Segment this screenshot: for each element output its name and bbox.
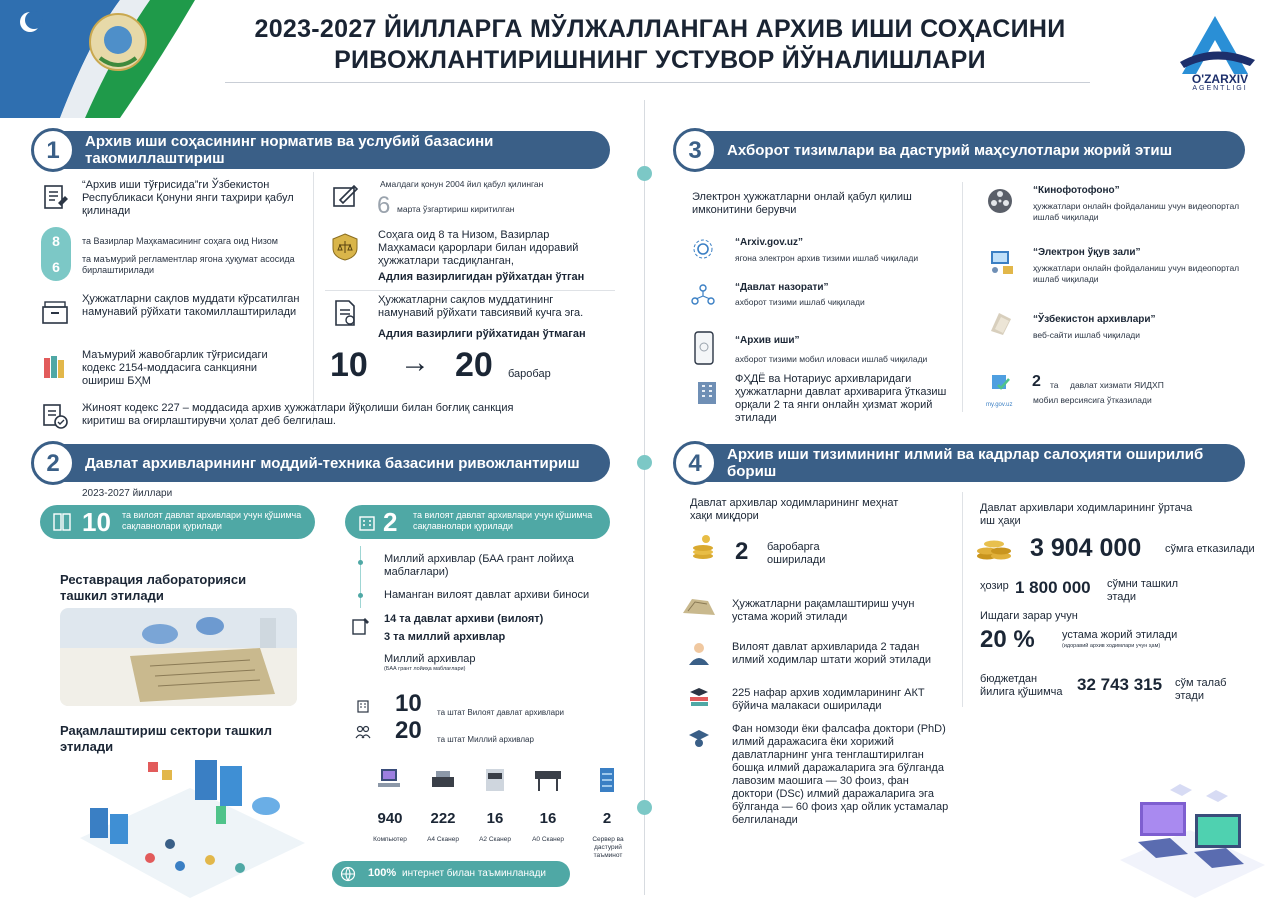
timeline-dot [637,455,652,470]
section-4-column-divider [962,492,963,707]
arrow-icon: → [400,346,430,379]
sanction-to-number: 20 [455,346,493,384]
law-changes-number: 6 [377,192,391,219]
law-changes-text: марта ўзгартириш киритилган [397,204,515,214]
equipment-a0-count: 16 [539,810,557,827]
equipment-a4-count: 222 [430,810,456,827]
avg-salary-unit: сўмга етказилади [1165,543,1255,555]
internet-pill [332,861,570,887]
repair-building-icon [350,614,372,636]
section-4-title: Архив иши тизимининг илмий ва кадрлар салоҳияти оширилиб бориш [727,446,1204,480]
building-icon [357,512,377,532]
pill2-number: 2 [383,507,398,537]
code-books-icon [40,352,70,382]
digitization-bonus-text: Ҳужжатларни рақамлаштириш учун устама жорий этилади [732,598,915,623]
section-3-title: Ахборот тизимлари ва дастурий маҳсулотлари жорий этиш [727,141,1173,159]
harm-bonus-text: устама жорий этилади [1062,629,1178,641]
equipment-a2-label: А2 Сканер [479,836,511,843]
internet-text: интернет билан таъминланади [402,868,546,879]
digitization-sector-title: Рақамлаштириш сектори ташкил этилади [60,723,272,754]
checklist-document-icon [330,298,360,328]
storage-bold-text: Адлия вазирлиги рўйхатидан ўтмаган [378,328,586,340]
criminal-code-icon [40,401,70,431]
yidxp-number: 2 [1032,373,1041,390]
section-2-header [35,444,610,482]
a0-scanner-icon [533,765,563,795]
film-reel-icon [985,186,1015,216]
pill1-number: 10 [82,507,111,537]
section-2-title: Давлат архивларининг моддий-техника базасини ривожлантириш [85,454,580,472]
timeline-item-namangan: Наманган вилоят давлат архиви биноси [384,589,590,601]
mobile-phone-icon [692,330,716,366]
equipment-a2-count: 16 [486,810,504,827]
pill-regional-archives [40,505,315,539]
section-1-title: Архив иши соҳасининг норматив ва услубий базасини такомиллаштириш [85,133,494,167]
criminal-code-text: Жиноят кодекс 227 – моддасида архив ҳужжатлари йўқолиши билан боғлиқ санкция киритиш ва оғирлаштирувчи ҳолат деб белгилаш. [82,402,514,427]
wage-text: Давлат архивлар ходимларининг меҳнат хақи миқдори [690,497,899,522]
law-adopted-note: Амалдаги қонун 2004 йил қабул қилинган [380,179,544,189]
books-cap-icon [686,683,712,709]
decree-bold-text: Адлия вазирлигидан рўйхатдан ўтган [378,271,585,283]
page-title-line1: 2023-2027 ЙИЛЛАРГА МЎЛЖАЛЛАНГАН АРХИВ ИШИ СОҲАСИНИ [254,15,1066,43]
regulation-text-2: та маъмурий регламентлар ягона ҳуқумат асосида бирлаштирилади [82,254,295,275]
admin-code-text: Маъмурий жавобгарлик тўғрисидаги кодекс 2154-моддасига санкцияни ошириш БҲМ [82,349,268,387]
office-building-icon [694,378,720,406]
ict-training-text: 225 нафар архив ходимларининг АКТ бўйича малакаси оширилади [732,687,925,712]
staff-regional-text: та штат Вилоят давлат архивлари [437,708,565,717]
timeline-dot [637,800,652,815]
uzbekistan-flag-emblem [0,0,195,118]
zal-text: ҳужжатлари онлайн фойдаланиш учун видеопортал ишлаб чиқилади [1033,263,1240,284]
decree-text: Соҳага оид 8 та Низом, Вазирлар Маҳкамаси қарорлари билан идоравий ҳужжатлари тасдиқланган, [378,229,579,267]
repair-regional-text: 14 та давлат архиви (вилоят) [384,613,544,625]
equipment-a4-label: А4 Сканер [427,836,459,843]
section-2-number: 2 [31,441,75,485]
timeline-bullet [358,593,363,598]
section-3-number: 3 [673,128,717,172]
a2-scanner-icon [480,765,510,795]
section-1-header [35,131,610,169]
current-salary-number: 1 800 000 [1015,578,1091,597]
nazorat-text: ахборот тизими ишлаб чиқилади [735,297,865,307]
harm-bonus-percent: 20 % [980,626,1035,653]
regulation-badge [41,227,71,281]
researcher-icon [686,640,712,666]
restoration-lab-photo [60,608,297,706]
page-title-line2: РИВОЖЛАНТИРИШНИНГ УСТУВОР ЙЎНАЛИШЛАРИ [334,46,986,74]
section-4-header [677,444,1245,482]
computers-illustration [1110,780,1270,900]
equipment-server-count: 2 [602,810,612,827]
pill2-text: та вилоят давлат архивлари учун қўшимча сақлавнолари қурилади [413,510,593,531]
law-text: “Архив иши тўғрисида”ги Ўзбекистон Республикаси Қонуни янги таҳрири қабул қилинади [82,179,294,217]
sanction-from-number: 10 [330,346,368,384]
section-4-number: 4 [673,441,717,485]
pen-edit-icon [330,180,360,210]
gear-network-icon [690,236,716,262]
storage-right-text: Ҳужжатларни сақлов муддатининг намунавий рўйхати тавсиявий кучга эга. [378,294,584,319]
phd-bonus-text: Фан номзоди ёки фалсафа доктори (PhD) илмий даражасига ёки хорижий давлатларнинг унга тенглаштирилган бошқа илмий даражаларига эга бўлганда лавозим маошига — 30 фоиз, фан доктори (DSc) илмий даражаларига эга бўлганда — 60 фоиз ҳар ойлик устамалар белгиланади [732,723,949,826]
scrolls-icon [680,595,718,619]
mobile-app-text: ахборот тизими мобил иловаси ишлаб чиқилади [735,354,928,364]
graduate-icon [686,726,712,752]
gold-coins-icon [975,532,1013,562]
arxiv-gov-text: ягона электрон архив тизими ишлаб чиқилади [735,253,919,263]
mygov-check-icon [990,372,1012,394]
scientific-staff-text: Вилоят давлат архивларида 2 тадан илмий ходимлар штати жорий этилади [732,641,932,666]
people-network-icon [690,282,716,308]
logo-name: O'ZARXIV [1191,72,1249,86]
center-divider [644,100,645,895]
section-2-timeline [360,546,361,608]
yidxp-text: давлат хизмати ЯИДХП [1070,380,1164,390]
pill-regional-archives-2 [345,505,610,539]
national-archives-label: Миллий архивлар [384,653,476,665]
section-3-header [677,131,1245,169]
mygov-label: my.gov.uz [986,402,1013,408]
row-divider [325,290,615,291]
zal-title: “Электрон ўқув зали” [1033,247,1141,258]
a4-scanner-icon [428,765,458,795]
budget-number: 32 743 315 [1077,675,1163,694]
fhdyo-text: ФҲДЁ ва Нотариус архивларидаги ҳужжатларни давлат архиварига ўтказиш орқали 2 та янги онлайн ҳизмат жорий этилади [735,373,947,424]
logo-subtitle: AGENTLIGI [1192,85,1248,92]
archives-papers-icon [985,307,1017,339]
repair-national-text: 3 та миллий архивлар [384,631,506,643]
national-archives-note: (БАА грант лойиҳа маблағлари) [384,666,466,672]
kino-title: “Кинофотофоно” [1033,185,1120,196]
kino-text: ҳужжатлари онлайн фойдаланиш учун видеопортал ишлаб чиқилади [1033,201,1240,222]
budget-label: бюджетдан йилига қўшимча [980,673,1063,698]
equipment-server-label: Сервер ва дастурий таъминот [592,836,624,859]
budget-unit: сўм талаб этади [1175,677,1227,702]
yidxp-text-2: мобил версиясига ўтказилади [1033,395,1152,405]
uz-archives-title: “Ўзбекистон архивлари” [1033,314,1156,325]
law-document-icon [40,183,70,213]
regulation-text-1: та Вазирлар Маҳкамасининг соҳага оид Низом [82,236,278,246]
archive-cabinet-icon [52,512,72,532]
globe-icon [340,866,356,882]
avg-salary-number: 3 904 000 [1030,534,1142,562]
harm-bonus-label: Ишдаги зарар учун [980,610,1078,622]
staff-regional-number: 10 [395,690,422,717]
timeline-bullet [358,560,363,565]
badge-top-number: 8 [52,233,60,249]
nazorat-title: “Давлат назорати” [735,282,829,293]
wage-multiplier: 2 [735,538,749,565]
uz-archives-text: веб-сайти ишлаб чиқилади [1033,330,1141,340]
timeline-item-national: Миллий архивлар (БАА грант лойиҳа маблағлари) [384,553,574,578]
mobile-app-title: “Архив иши” [735,335,800,346]
timeline-dot [637,166,652,181]
equipment-a0-label: А0 Сканер [532,836,564,843]
section-3-intro: Электрон ҳужжатларни онлай қабул қилиш имконитини берувчи [692,191,912,216]
reading-room-icon [985,247,1017,277]
storage-list-text: Ҳужжатларни сақлов муддати кўрсатилган намунавий рўйхати такомиллаштирилади [82,293,300,318]
sanction-times-label: баробар [508,368,551,380]
section-2-period: 2023-2027 йиллари [82,488,173,499]
section-3-column-divider [962,182,963,412]
computer-icon [375,765,405,795]
wage-multiplier-text: бароб​арга оширилади [767,541,826,566]
archive-box-icon [40,298,70,328]
coins-stack-icon [688,532,718,562]
badge-bottom-number: 6 [52,259,60,275]
restoration-lab-title: Реставрация лабораторияси ташкил этилади [60,572,247,603]
internet-percent: 100% [368,867,397,879]
equipment-computer-label: Компьютер [373,836,407,843]
section-1-column-divider [313,172,314,427]
justice-emblem-icon [330,232,360,262]
pill1-text: та вилоят давлат архивлари учун қўшимча сақлавнолари қурилади [122,510,302,531]
staff-national-text: та штат Миллий архивлар [437,735,534,744]
national-staff-icon [355,724,371,740]
regional-staff-icon [355,698,371,714]
arxiv-gov-title: “Arxiv.gov.uz” [735,237,803,248]
title-divider [225,82,1090,83]
digitization-illustration [70,748,310,900]
page-title [200,14,1120,76]
yidxp-ta: та [1050,380,1059,390]
avg-salary-title: Давлат архивлари ходимларининг ўртача иш ҳақи [980,502,1193,527]
harm-bonus-note: (идоравий архив ходимлари учун ҳам) [1062,643,1161,649]
equipment-computer-count: 940 [377,810,403,827]
current-salary-label: ҳозир [980,580,1009,592]
section-1-number: 1 [31,128,75,172]
current-salary-unit: сўмни ташкил этади [1107,578,1179,603]
staff-national-number: 20 [395,717,422,744]
server-icon [592,765,622,795]
